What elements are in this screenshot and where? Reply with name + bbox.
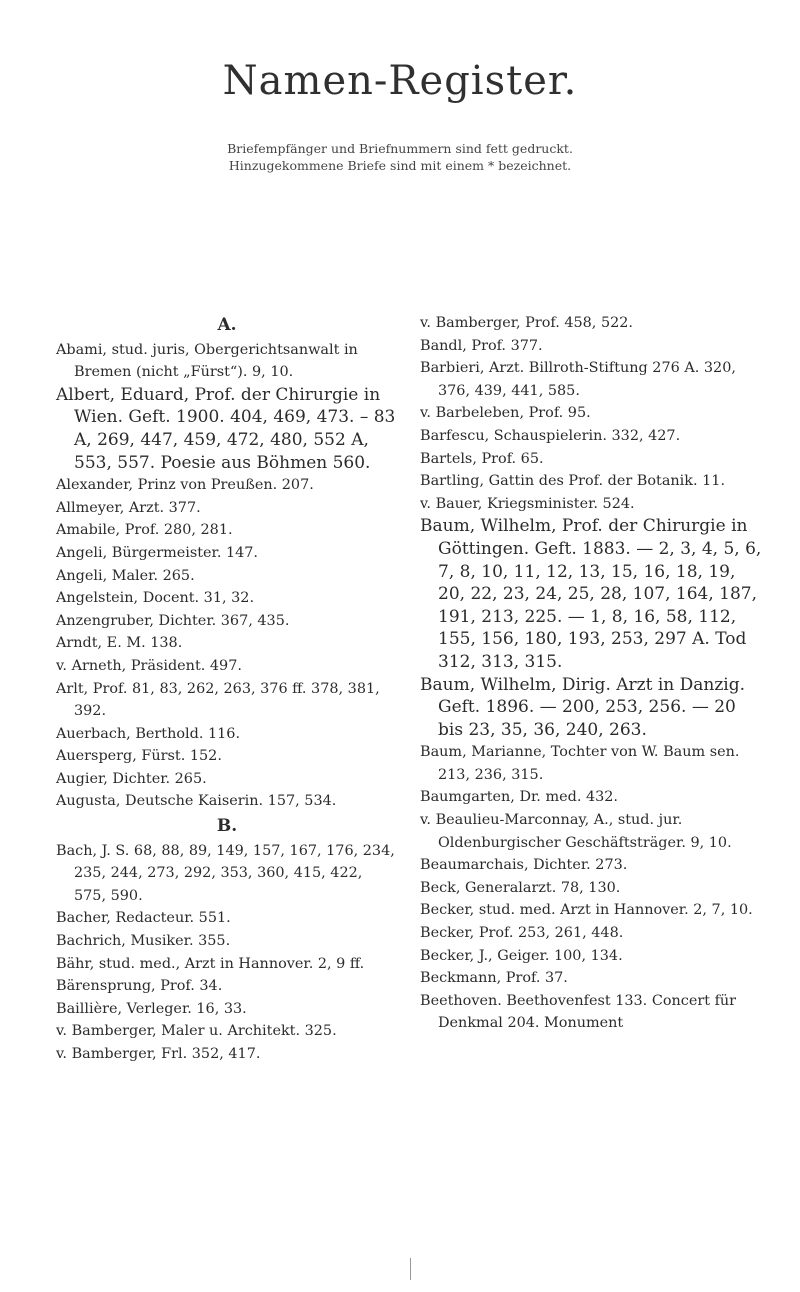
register-entry: v. Barbeleben, Prof. 95. [420,405,591,422]
register-entry: Becker, J., Geiger. 100, 134. [420,947,623,964]
register-entry: Baum, Wilhelm, Dirig. Arzt in Danzig. Geft. 1896. — 200, 253, 256. — 20 bis 23, 35, 36, 240, 263. [420,674,746,740]
register-entry: Baum, Marianne, Tochter von W. Baum sen. 213, 236, 315. [420,744,740,783]
register-entry: Angelstein, Docent. 31, 32. [56,590,255,607]
register-entry: Anzengruber, Dichter. 367, 435. [56,612,290,629]
register-entry: Bartling, Gattin des Prof. der Botanik. 11. [420,473,726,490]
register-entry: Beck, Generalarzt. 78, 130. [420,879,621,896]
register-entry: Angeli, Bürgermeister. 147. [56,544,259,561]
register-entry: Amabile, Prof. 280, 281. [56,522,233,539]
register-entry: Abami, stud. juris, Obergerichtsanwalt in Bremen (nicht „Fürst“). 9, 10. [56,341,358,381]
register-entry: Becker, Prof. 253, 261, 448. [420,925,624,942]
register-entry: Bartels, Prof. 65. [420,450,544,467]
register-entry: v. Bamberger, Prof. 458, 522. [420,315,633,331]
register-entry: Auersperg, Fürst. 152. [56,748,222,765]
register-entry: v. Bamberger, Frl. 352, 417. [56,1046,261,1062]
section-letter: A. [217,315,237,335]
register-entry: Beckmann, Prof. 37. [420,970,568,987]
register-entry: Bärensprung, Prof. 34. [56,978,223,995]
register-entry: v. Arneth, Präsident. 497. [56,657,242,674]
register-entry: Auerbach, Berthold. 116. [56,725,241,742]
register-entry: Baum, Wilhelm, Prof. der Chirurgie in Göttingen. Geft. 1883. — 2, 3, 4, 5, 6, 7, 8, 10, 11, 12, 13, 15, 16, 18, 19, 20, 22, 23, 24, 25, 28, 107, 164, 187, 191, 213, 225. — 1, 8, 16, 58, 112, 155, 156, 180, 193, 253, 297 A. Tod 312, 313, 315. [420,516,762,672]
register-entry: Bähr, stud. med., Arzt in Hannover. 2, 9 ff. [56,955,365,972]
register-entry: v. Beaulieu-Marconnay, A., stud. jur. Oldenburgischer Geschäftsträger. 9, 10. [420,812,732,851]
register-entry: Arndt, E. M. 138. [56,635,183,652]
right-column [420,312,766,1035]
register-entry: Beaumarchais, Dichter. 273. [420,857,628,874]
section-letter: B. [216,816,238,837]
register-entry: Bacher, Redacteur. 551. [56,910,231,927]
subtitles [0,140,800,174]
left-column [56,312,398,1066]
register-entry: Beethoven. Beethovenfest 133. Concert für Denkmal 204. Monument [420,992,737,1032]
register-entry: Barfescu, Schauspielerin. 332, 427. [420,427,681,444]
register-entry: v. Bamberger, Maler u. Architekt. 325. [56,1023,337,1040]
register-entry: Barbieri, Arzt. Billroth-Stiftung 276 A. 320, 376, 439, 441, 585. [420,360,736,399]
register-entry: Albert, Eduard, Prof. der Chirurgie in Wien. Geft. 1900. 404, 469, 473. – 83 A, 269, 447, 459, 472, 480, 552 A, 553, 557. Poesie aus Böhmen 560. [56,384,396,473]
register-entry: Allmeyer, Arzt. 377. [56,499,201,516]
register-entry: Augier, Dichter. 265. [56,770,207,787]
subtitle-line-2: Hinzugekommene Briefe sind mit einem * bezeichnet. [228,158,572,173]
register-entry: Becker, stud. med. Arzt in Hannover. 2, 7, 10. [420,902,753,919]
register-entry: Baumgarten, Dr. med. 432. [420,789,619,806]
register-entry: Arlt, Prof. 81, 83, 262, 263, 376 ff. 378, 381, 392. [56,680,380,720]
column-divider [410,1258,411,1280]
register-entry: Bandl, Prof. 377. [420,337,543,354]
register-entry: Angeli, Maler. 265. [56,567,195,584]
register-entry: Bach, J. S. 68, 88, 89, 149, 157, 167, 176, 234, 235, 244, 273, 292, 353, 360, 415, 422, 575, 590. [56,842,395,904]
register-entry: Baillière, Verleger. 16, 33. [56,1000,247,1017]
subtitle-line-1: Briefempfänger und Briefnummern sind fett gedruckt. [227,141,573,156]
register-entry: Augusta, Deutsche Kaiserin. 157, 534. [56,793,337,810]
register-entry: Bachrich, Musiker. 355. [56,933,231,950]
register-entry: Alexander, Prinz von Preußen. 207. [56,477,314,494]
register-entry: v. Bauer, Kriegsminister. 524. [420,495,635,512]
page-title: Namen-Register. [222,58,578,104]
